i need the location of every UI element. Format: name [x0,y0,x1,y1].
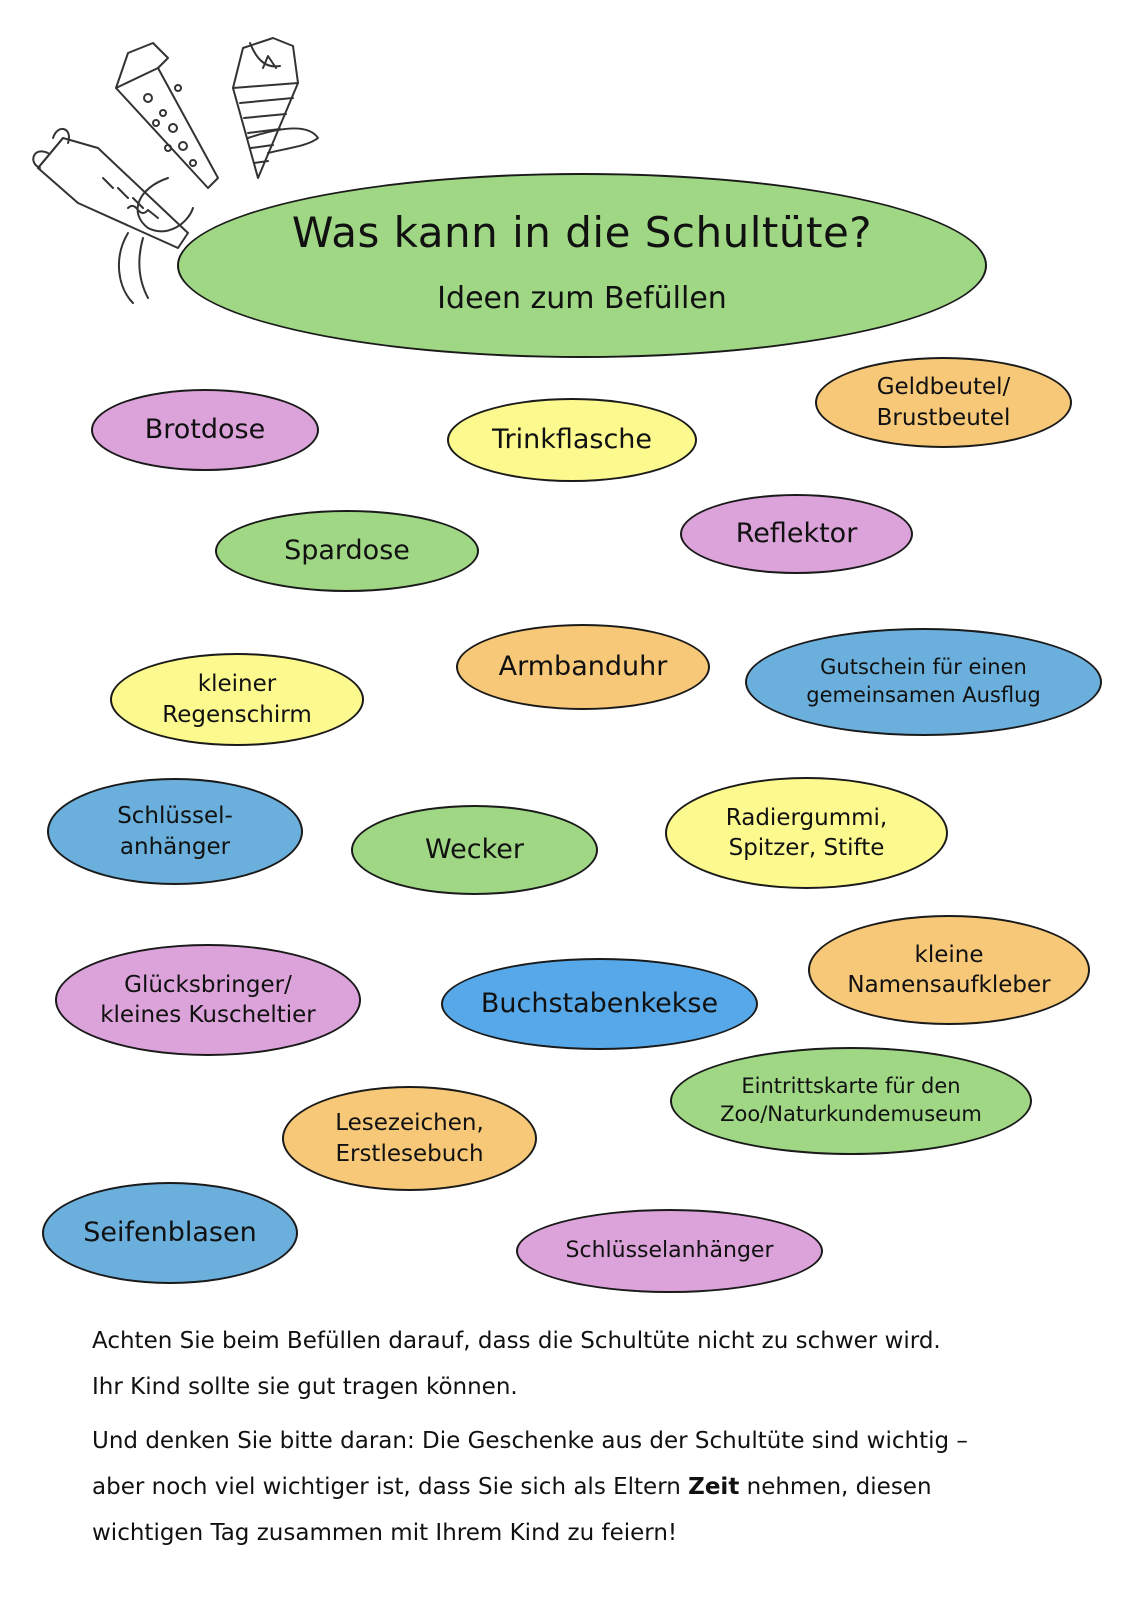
note-paragraph-2 [92,1418,1082,1556]
note-text: aber noch viel wichtiger ist, dass Sie sich als Eltern [92,1474,689,1500]
idea-bubble-radiergummi: Radiergummi, Spitzer, Stifte [665,777,948,889]
note-line [92,1464,1082,1510]
idea-bubble-buchstabenkekse: Buchstabenkekse [441,958,758,1050]
idea-bubble-regenschirm: kleiner Regenschirm [110,653,364,746]
idea-bubble-schluesselanhaenger: Schlüsselanhänger [516,1209,823,1293]
idea-bubble-trinkflasche: Trinkflasche [447,398,697,482]
idea-bubble-armbanduhr: Armbanduhr [456,624,710,710]
note-line: Und denken Sie bitte daran: Die Geschenke aus der Schultüte sind wichtig – [92,1428,968,1454]
idea-bubble-namensaufkleber: kleine Namensaufkleber [808,915,1090,1025]
idea-bubble-reflektor: Reflektor [680,494,913,574]
idea-bubble-wecker: Wecker [351,805,598,895]
idea-bubble-seifenblasen: Seifenblasen [42,1182,298,1284]
page-subtitle: Ideen zum Befüllen [437,281,727,316]
idea-bubble-brotdose: Brotdose [91,389,319,471]
note-text: nehmen, diesen [739,1474,932,1500]
idea-bubble-gutschein: Gutschein für einen gemeinsamen Ausflug [745,628,1102,736]
note-line: Achten Sie beim Befüllen darauf, dass die Schultüte nicht zu schwer wird. [92,1328,941,1354]
note-line: Ihr Kind sollte sie gut tragen können. [92,1374,518,1400]
note-paragraph-1 [92,1318,1082,1410]
note-line: wichtigen Tag zusammen mit Ihrem Kind zu feiern! [92,1520,678,1546]
title-oval [177,173,987,358]
idea-bubble-schluessel-anhaenger: Schlüssel- anhänger [47,778,303,885]
idea-bubble-geldbeutel: Geldbeutel/ Brustbeutel [815,357,1072,448]
idea-bubble-spardose: Spardose [215,510,479,592]
idea-bubble-eintrittskarte: Eintrittskarte für den Zoo/Naturkundemuseum [670,1047,1032,1155]
idea-bubble-lesezeichen: Lesezeichen, Erstlesebuch [282,1086,537,1191]
idea-bubble-gluecksbringer: Glücksbringer/ kleines Kuscheltier [55,944,361,1056]
note-emphasis: Zeit [688,1474,740,1500]
page-title: Was kann in die Schultüte? [291,208,873,257]
